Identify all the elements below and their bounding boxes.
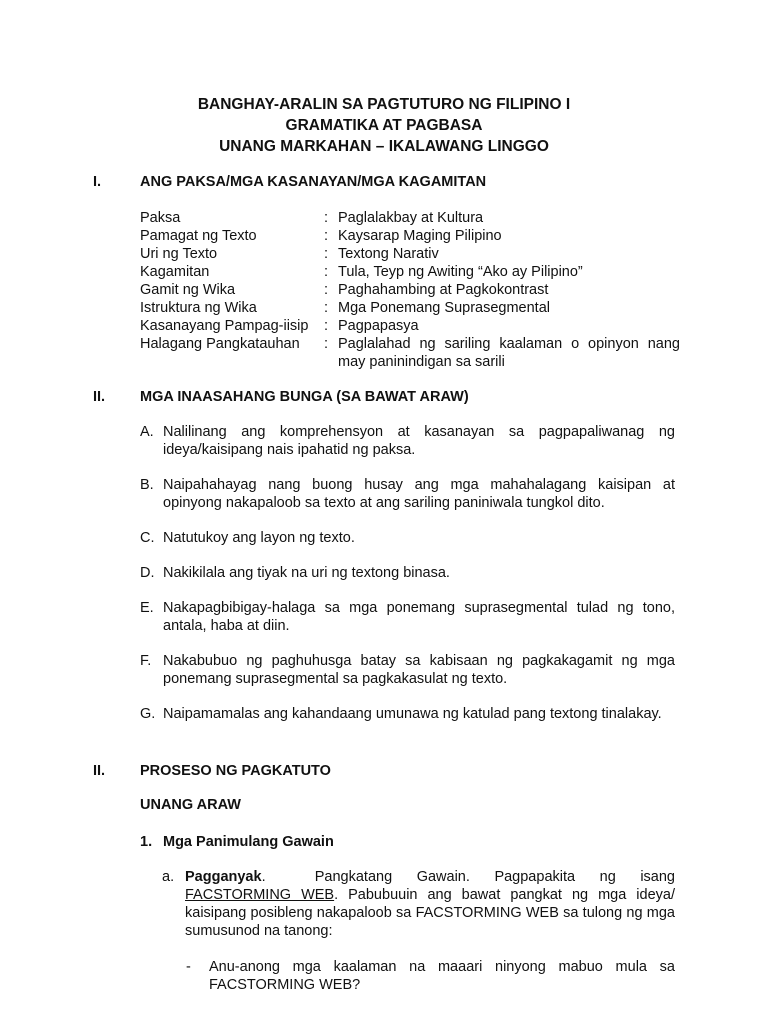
title-line-2: GRAMATIKA AT PAGBASA: [285, 117, 483, 134]
section-3-number: II.: [93, 763, 106, 779]
detail-row: [140, 317, 680, 335]
item-text: Nalilinang ang komprehensyon at kasanayan sa pagpapaliwanag ng ideya/kaisipang nais ipahatid ng paksa.: [163, 424, 675, 458]
item-text: Natutukoy ang layon ng texto.: [163, 530, 355, 546]
item-letter: D.: [140, 565, 155, 581]
detail-value: Paglalahad ng sariling kaalaman o opinyon nang may paninindigan sa sarili: [338, 336, 680, 370]
step-heading: [140, 833, 334, 851]
section-2-title: MGA INAASAHANG BUNGA (SA BAWAT ARAW): [140, 389, 469, 405]
detail-separator: :: [324, 228, 329, 244]
detail-key: Uri ng Texto: [140, 246, 218, 262]
item-letter: E.: [140, 600, 154, 616]
detail-row: [140, 263, 680, 281]
item-text: Nakikilala ang tiyak na uri ng textong binasa.: [163, 565, 450, 581]
item-letter: A.: [140, 424, 154, 440]
detail-row: [140, 299, 680, 317]
detail-row: [140, 281, 680, 299]
section-1-title: ANG PAKSA/MGA KASANAYAN/MGA KAGAMITAN: [140, 174, 487, 190]
paragraph-underlined-term: FACSTORMING WEB: [185, 887, 335, 903]
detail-key: Gamit ng Wika: [140, 282, 236, 298]
detail-separator: :: [324, 318, 329, 334]
expected-outcomes-list: [140, 423, 675, 740]
paragraph-text-part-2: . Pabubuuin ang bawat pangkat ng mga ideya/ kaisipang posibleng nakapaloob sa FACSTORMING WEB sa tulong ng mga sumusunod na tanong:: [185, 887, 675, 939]
item-letter: B.: [140, 477, 154, 493]
list-item: [140, 599, 675, 635]
section-2-number: II.: [93, 389, 106, 405]
detail-row: [140, 245, 680, 263]
detail-key: Kagamitan: [140, 264, 210, 280]
detail-key: Istruktura ng Wika: [140, 300, 257, 316]
step-number: 1.: [140, 834, 153, 850]
item-text: Naipamamalas ang kahandaang umunawa ng katulad pang textong tinalakay.: [163, 706, 662, 722]
detail-separator: :: [324, 336, 329, 352]
detail-key: Paksa: [140, 210, 181, 226]
day-heading: UNANG ARAW: [140, 797, 241, 813]
item-text: Naipahahayag nang buong husay ang mga mahahalagang kaisipan at opinyong nakapaloob sa texto at ang sariling paniniwala tungkol dito.: [163, 477, 675, 511]
list-item: [140, 564, 675, 582]
list-item: [140, 423, 675, 459]
title-line-1: BANGHAY-ARALIN SA PAGTUTURO NG FILIPINO I: [197, 96, 571, 113]
detail-value: Tula, Teyp ng Awiting “Ako ay Pilipino”: [338, 264, 583, 280]
detail-key: Halagang Pangkatauhan: [140, 336, 300, 352]
section-2-heading: [93, 388, 469, 406]
detail-value: Mga Ponemang Suprasegmental: [338, 300, 550, 316]
list-item: [140, 705, 675, 723]
detail-key: Kasanayang Pampag-iisip: [140, 318, 309, 334]
detail-value: Paglalakbay at Kultura: [338, 210, 484, 226]
paragraph-text-part-1: . Pangkatang Gawain. Pagpapakita ng isang: [261, 869, 680, 885]
item-letter: F.: [140, 653, 152, 669]
detail-separator: :: [324, 282, 329, 298]
lesson-details: [140, 209, 680, 371]
question-bullet: [186, 958, 675, 994]
detail-value: Pagpapasya: [338, 318, 419, 334]
section-3-title: PROSESO NG PAGKATUTO: [140, 763, 331, 779]
item-letter: C.: [140, 530, 155, 546]
step-title: Mga Panimulang Gawain: [163, 834, 334, 850]
list-item: [140, 476, 675, 512]
list-item: [140, 652, 675, 688]
item-letter: G.: [140, 706, 156, 722]
title-line-3: UNANG MARKAHAN – IKALAWANG LINGGO: [219, 138, 549, 155]
item-text: Nakapagbibigay-halaga sa mga ponemang suprasegmental tulad ng tono, antala, haba at diin.: [163, 600, 675, 634]
list-item: [140, 529, 675, 547]
activity-paragraph: [162, 868, 680, 940]
detail-separator: :: [324, 210, 329, 226]
section-1-number: I.: [93, 174, 102, 190]
paragraph-letter: a.: [162, 869, 175, 885]
detail-value: Kaysarap Maging Pilipino: [338, 228, 502, 244]
detail-row: [140, 209, 680, 227]
detail-value: Textong Narativ: [338, 246, 439, 262]
detail-key: Pamagat ng Texto: [140, 228, 257, 244]
detail-separator: :: [324, 300, 329, 316]
section-1-heading: [93, 173, 486, 191]
detail-row: [140, 227, 680, 245]
document-title-block: [0, 94, 768, 157]
paragraph-text: [185, 868, 680, 940]
bullet-mark: -: [186, 959, 191, 975]
section-3-heading: [93, 762, 331, 780]
item-text: Nakabubuo ng paghuhusga batay sa kabisaan ng pagkakagamit ng mga ponemang suprasegmental sa pagkakasulat ng texto.: [163, 653, 675, 687]
bullet-text: Anu-anong mga kaalaman na maaari ninyong mabuo mula sa FACSTORMING WEB?: [209, 959, 675, 993]
paragraph-bold-term: Pagganyak: [185, 869, 262, 885]
detail-row: [140, 335, 680, 371]
detail-separator: :: [324, 246, 329, 262]
detail-separator: :: [324, 264, 329, 280]
detail-value: Paghahambing at Pagkokontrast: [338, 282, 549, 298]
